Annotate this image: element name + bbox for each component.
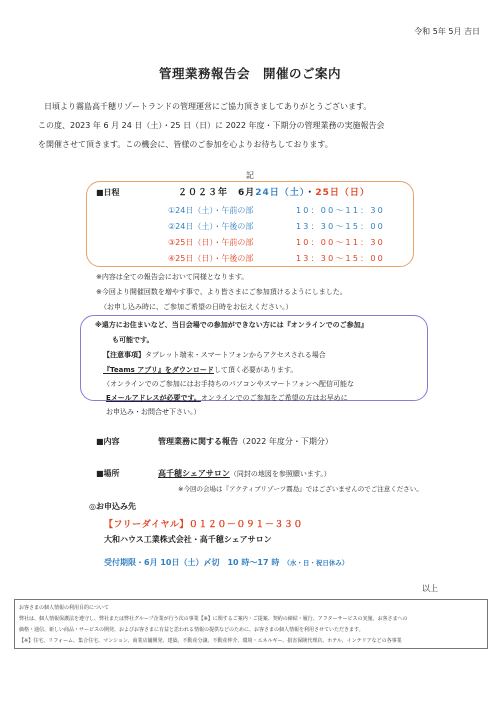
slot-2-time: 13：30〜15：00 [296, 222, 385, 231]
online-line-5: （オンラインでのご参加にはお手持ちのパソコンやスマートフォンへ配信可能な [103, 380, 354, 388]
venue-map-note: （同封の地図を参照願います。） [229, 470, 331, 478]
schedule-day1: 24日（土） [255, 188, 306, 198]
slot-4-label: ④25日（日）・午後の部 [168, 254, 254, 263]
intro-line-1: 日頃より霧島高千穂リゾートランドの管理運営にご協力頂きましてありがとうございます。 [44, 102, 372, 111]
online-caution-label: 【注意事項】 [103, 351, 145, 359]
apply-hours-line [104, 550, 348, 569]
content-value-period: （2022 年度分・下期分） [238, 437, 333, 446]
slot-1-label: ①24日（土）・午前の部 [168, 206, 254, 215]
schedule-label: ■日程 [96, 188, 120, 197]
schedule-title-prefix: ２０２３年 6月 [178, 188, 256, 198]
apply-phone: 【フリーダイヤル】０１２０－０９１－３３０ [104, 520, 303, 530]
privacy-heading: お客さまの個人情報の利用目的について [19, 605, 109, 611]
online-email-rest: オンラインでのご参加をご希望の方はお早めに [200, 394, 348, 402]
slot-3-time: 10：00〜11：30 [296, 238, 385, 247]
note-2: ※今回より開催回数を増やす事で、より皆さまにご参加頂けるようにしました。 [96, 288, 347, 296]
schedule-day2: 25日（日） [315, 188, 370, 198]
online-line-6 [106, 393, 348, 403]
privacy-box [14, 599, 488, 649]
privacy-line-3: 【※】住宅、リフォーム、集合住宅、マンション、商業店舗開発、建築、不動産分譲、不動産仲介、環境・エネルギー、損害保険代理店、ホテル、インテリアなどの各事業 [19, 638, 402, 644]
content-label: ■内容 [96, 437, 120, 446]
intro-line-3: を開催させて頂きます。この機会に、皆様のご参加を心よりお待ちしております。 [38, 140, 333, 149]
note-3: （お申し込み時に、ご参加ご希望の日時をお伝えください。） [100, 303, 293, 311]
page-title: 管理業務報告会 開催のご案内 [158, 66, 341, 81]
content-value [158, 436, 333, 447]
venue-name: 高千穂シェアサロン [158, 469, 230, 478]
issue-date: 令和 5年 5月 吉日 [414, 27, 480, 36]
online-line-7: お申込み・お問合せ下さい。） [106, 408, 201, 416]
apply-hours: 受付期限・6月 10日（土）〆切 10 時〜17 時 [104, 558, 280, 567]
venue-note: ※今回の会場は『アクティブリゾーツ霧島』ではございませんのでご注意ください。 [178, 485, 423, 493]
apply-holiday: （水・日・祝日休み） [283, 559, 349, 567]
ki-mark: 記 [246, 171, 254, 180]
content-value-main: 管理業務に関する報告 [158, 437, 238, 446]
slot-1-time: 10：00〜11：30 [296, 206, 385, 215]
slot-3-label: ③25日（日）・午前の部 [168, 238, 254, 247]
apply-company: 大和ハウス工業株式会社・高千穂シェアサロン [104, 535, 272, 544]
online-caution-text: タブレット端末・スマートフォンからアクセスされる場合 [145, 351, 326, 359]
online-teams-rest: して頂く必要があります。 [213, 366, 298, 374]
online-line-2: も可能です。 [112, 336, 154, 344]
slot-2-label: ②24日（土）・午後の部 [168, 222, 254, 231]
online-teams-required: 『Teams アプリ』をダウンロード [103, 366, 214, 374]
ijou-mark: 以上 [422, 584, 438, 593]
intro-line-2: この度、2023 年 6 月 24 日（土）・25 日（日）に 2022 年度・下期分の管理業務の実施報告会 [38, 121, 385, 130]
online-line-1: ※遠方にお住まいなど、当日会場での参加ができない方には『オンラインでのご参加』 [95, 321, 368, 329]
online-email-required: Eメールアドレスが必要です。 [106, 394, 201, 402]
venue-label: ■場所 [96, 469, 120, 478]
slot-4-time: 13：30〜15：00 [296, 254, 385, 263]
online-line-3 [103, 350, 326, 360]
privacy-line-2: 価格・通信、新しい商品・サービスの開発、およびお客さまに有益と思われる情報の提供などのために、お客さまの個人情報を利用させていただきます。 [19, 627, 364, 633]
privacy-line-1: 弊社は、個人情報保護法を遵守し、弊社または弊社グループ企業が行う次の事業【※】に関するご案内・ご提案、契約の締結・履行、アフターサービスの実施、お客さまへの [19, 616, 408, 622]
schedule-sep: ・ [305, 188, 316, 198]
online-line-4 [103, 365, 297, 375]
venue-value [158, 468, 331, 479]
note-1: ※内容は全ての報告会において同様となります。 [96, 273, 249, 281]
schedule-title [178, 185, 370, 198]
apply-label: ◎お申込み先 [89, 502, 136, 511]
